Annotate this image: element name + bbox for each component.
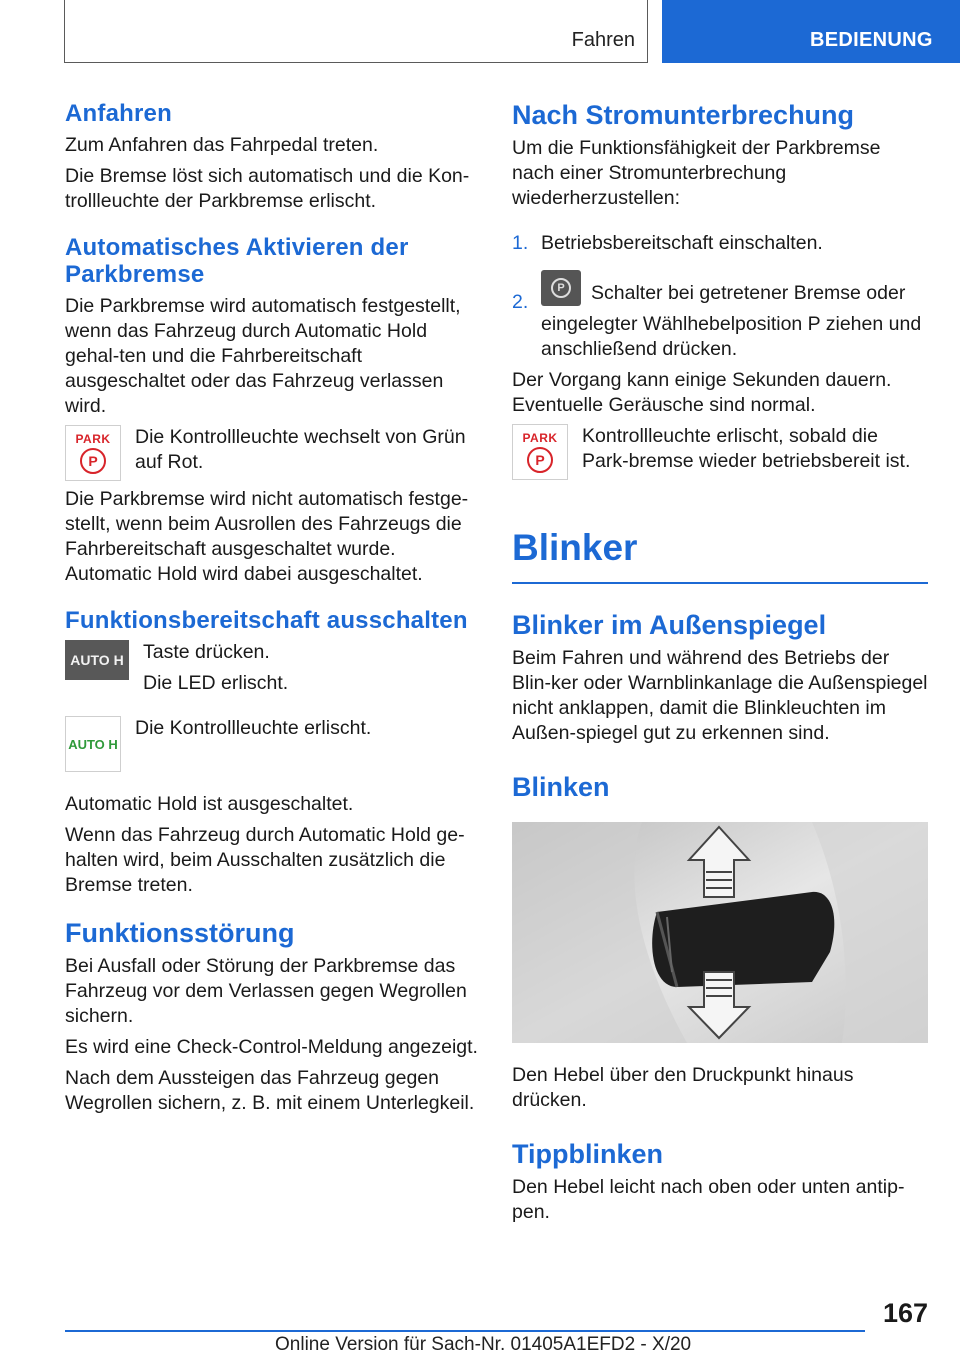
heading-ausschalten: Funktionsbereitschaft ausschalten bbox=[65, 607, 468, 634]
turn-signal-lever-image bbox=[512, 822, 928, 1043]
park-indicator-row-2 bbox=[512, 424, 928, 480]
auto-aktiv-icon-text: Die Kontrollleuchte wechselt von Grün auf Rot. bbox=[135, 426, 466, 473]
strom-p2: Der Vorgang kann einige Sekunden dauern. Eventuelle Geräusche sind normal. bbox=[512, 369, 892, 416]
auto-hold-button-icon: AUTO H bbox=[65, 640, 129, 680]
header-section-tab bbox=[662, 0, 960, 63]
right-column bbox=[512, 100, 928, 1225]
heading-stoerung: Funktionsstörung bbox=[65, 918, 295, 948]
auto-aktiv-p2: Die Parkbremse wird nicht automatisch festge-stellt, wenn beim Ausrollen des Fahrzeugs die Fahrbereitschaft ausgeschaltet wurde. Automatic Hold wird dabei ausgeschaltet. bbox=[65, 488, 469, 585]
blinken-caption: Den Hebel über den Druckpunkt hinaus drücken. bbox=[512, 1064, 854, 1111]
parkbrake-switch-icon: P bbox=[541, 270, 581, 306]
list-item: 2. P Schalter bei getretener Bremse oder eingelegter Wählhebelposition P ziehen und anschließend drücken. bbox=[512, 276, 928, 362]
heading-stromunterbrechung: Nach Stromunterbrechung bbox=[512, 100, 855, 130]
heading-tippblinken: Tippblinken bbox=[512, 1139, 664, 1169]
heading-blinken: Blinken bbox=[512, 772, 610, 802]
heading-blinker-spiegel: Blinker im Außenspiegel bbox=[512, 610, 827, 640]
strom-icon-text: Kontrollleuchte erlischt, sobald die Park-bremse wieder betriebsbereit ist. bbox=[582, 425, 911, 472]
heading-auto-aktivieren: Automatisches Aktivieren der Parkbremse bbox=[65, 234, 409, 288]
chapter-title-blinker: Blinker bbox=[512, 526, 928, 584]
autoh-indicator-row bbox=[65, 716, 480, 772]
anfahren-p1: Zum Anfahren das Fahrpedal treten. bbox=[65, 134, 379, 156]
autoh-button-row bbox=[65, 640, 480, 696]
park-indicator-row bbox=[65, 425, 480, 481]
auto-hold-indicator-icon: AUTO H bbox=[65, 716, 121, 772]
footer-divider bbox=[65, 1330, 865, 1332]
page-number: 167 bbox=[882, 1298, 928, 1328]
auto-aktiv-p1: Die Parkbremse wird automatisch festgestellt, wenn das Fahrzeug durch Automatic Hold gehal-ten und die Fahrbereitschaft ausgeschaltet oder das Fahrzeug verlassen wird. bbox=[65, 295, 461, 417]
ausschalten-icon-text2: Die LED erlischt. bbox=[143, 672, 289, 694]
ausschalten-p2: Wenn das Fahrzeug durch Automatic Hold ge-halten wird, beim Ausschalten zusätzlich die Bremse treten. bbox=[65, 824, 465, 896]
ausschalten-icon-text1: Taste drücken. bbox=[143, 641, 270, 663]
header-chapter-box bbox=[64, 0, 648, 63]
strom-steps bbox=[512, 231, 928, 362]
header-chapter: Fahren bbox=[571, 29, 635, 51]
tippblinken-p: Den Hebel leicht nach oben oder unten antip-pen. bbox=[512, 1176, 905, 1223]
blinker-spiegel-p: Beim Fahren und während des Betriebs der Blin-ker oder Warnblinkanlage die Außenspiegel nicht anklappen, damit die Blinkleuchten im Außen-spiegel gut zu erkennen sind. bbox=[512, 647, 928, 744]
anfahren-p2: Die Bremse löst sich automatisch und die Kon-trollleuchte der Parkbremse erlischt. bbox=[65, 165, 470, 212]
stoerung-p2: Es wird eine Check-Control-Meldung angezeigt. bbox=[65, 1036, 478, 1058]
ausschalten-icon-text3: Die Kontrollleuchte erlischt. bbox=[135, 717, 372, 739]
footer-online-version: Online Version für Sach-Nr. 01405A1EFD2 - X/20 bbox=[275, 1334, 692, 1355]
header-section: BEDIENUNG bbox=[810, 29, 933, 51]
strom-p1: Um die Funktionsfähigkeit der Parkbremse nach einer Stromunterbrechung wiederherzustellen: bbox=[512, 137, 881, 209]
park-warning-icon: PARK P bbox=[65, 425, 121, 481]
list-item: 1. Betriebsbereitschaft einschalten. bbox=[512, 232, 823, 254]
heading-anfahren: Anfahren bbox=[65, 100, 172, 127]
stoerung-p1: Bei Ausfall oder Störung der Parkbremse das Fahrzeug vor dem Verlassen gegen Wegrollen sichern. bbox=[65, 955, 467, 1027]
ausschalten-p1: Automatic Hold ist ausgeschaltet. bbox=[65, 793, 354, 815]
park-warning-icon: PARK P bbox=[512, 424, 568, 480]
left-column bbox=[65, 100, 480, 1116]
stoerung-p3: Nach dem Aussteigen das Fahrzeug gegen Wegrollen sichern, z. B. mit einem Unterlegkeil. bbox=[65, 1067, 475, 1114]
